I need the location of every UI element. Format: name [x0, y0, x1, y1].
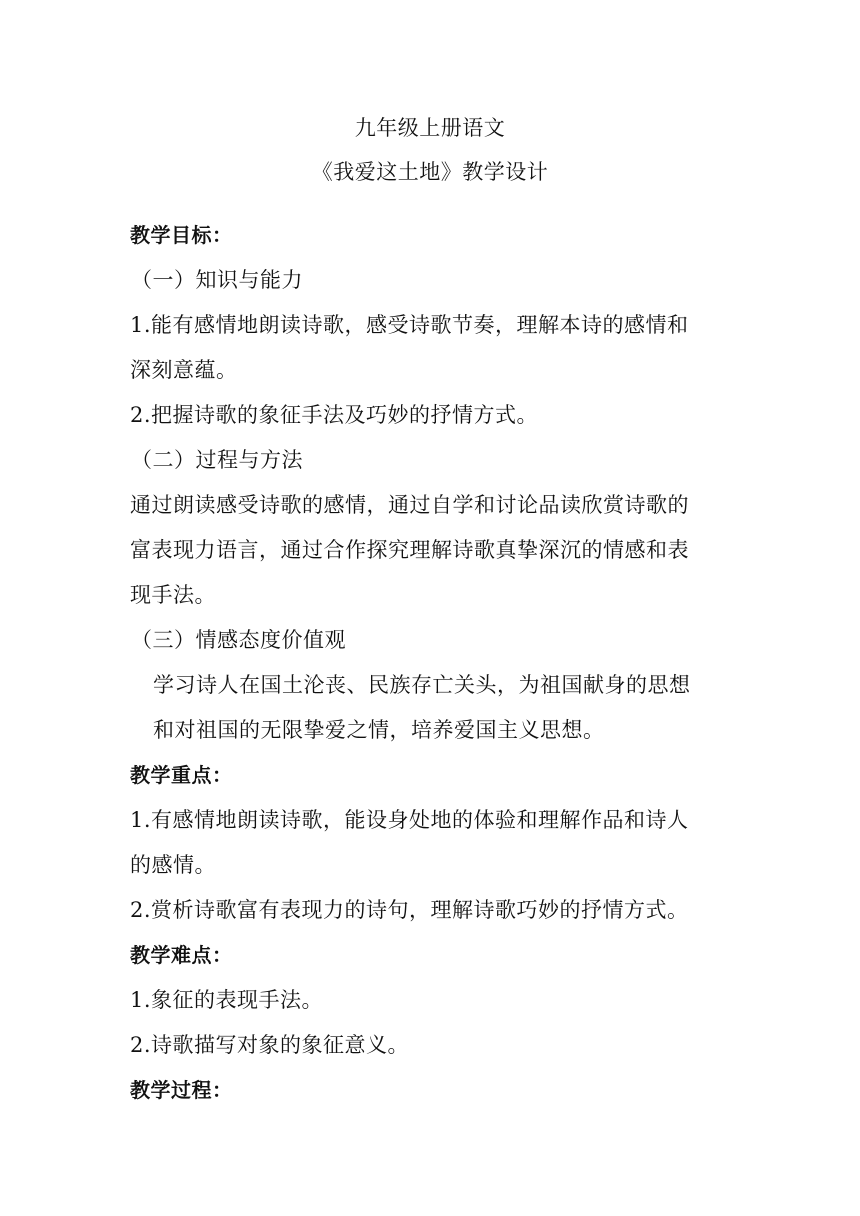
doc-title-lesson: 《我爱这土地》教学设计	[311, 160, 549, 184]
doc-title-grade: 九年级上册语文	[354, 116, 506, 140]
objectives-sec2-line3: 现手法。	[130, 583, 216, 607]
process-heading: 教学过程：	[130, 1078, 233, 1102]
difficulties-item2: 2.诗歌描写对象的象征意义。	[130, 1033, 410, 1057]
difficulties-heading: 教学难点：	[130, 943, 233, 967]
objectives-sec2-line2: 富表现力语言，通过合作探究理解诗歌真挚深沉的情感和表	[130, 538, 689, 562]
key-points-heading: 教学重点：	[130, 763, 233, 787]
objectives-heading: 教学目标：	[130, 223, 233, 247]
objectives-sec2-line1: 通过朗读感受诗歌的感情，通过自学和讨论品读欣赏诗歌的	[130, 493, 689, 517]
objectives-sec1-item2: 2.把握诗歌的象征手法及巧妙的抒情方式。	[130, 403, 539, 427]
difficulties-item1: 1.象征的表现手法。	[130, 988, 324, 1012]
key-points-item1-line2: 的感情。	[130, 853, 216, 877]
objectives-sec2-title: （二）过程与方法	[131, 448, 303, 472]
key-points-item2: 2.赏析诗歌富有表现力的诗句，理解诗歌巧妙的抒情方式。	[130, 898, 689, 922]
objectives-sec1-item1-line1: 1.能有感情地朗读诗歌，感受诗歌节奏，理解本诗的感情和	[130, 313, 689, 337]
objectives-sec3-title: （三）情感态度价值观	[131, 628, 346, 652]
objectives-sec1-item1-line2: 深刻意蕴。	[130, 358, 238, 382]
objectives-sec1-title: （一）知识与能力	[131, 268, 303, 292]
key-points-item1-line1: 1.有感情地朗读诗歌，能设身处地的体验和理解作品和诗人	[130, 808, 689, 832]
objectives-sec3-line2: 和对祖国的无限挚爱之情，培养爱国主义思想。	[153, 718, 605, 742]
objectives-sec3-line1: 学习诗人在国土沦丧、民族存亡关头，为祖国献身的思想	[153, 673, 691, 697]
